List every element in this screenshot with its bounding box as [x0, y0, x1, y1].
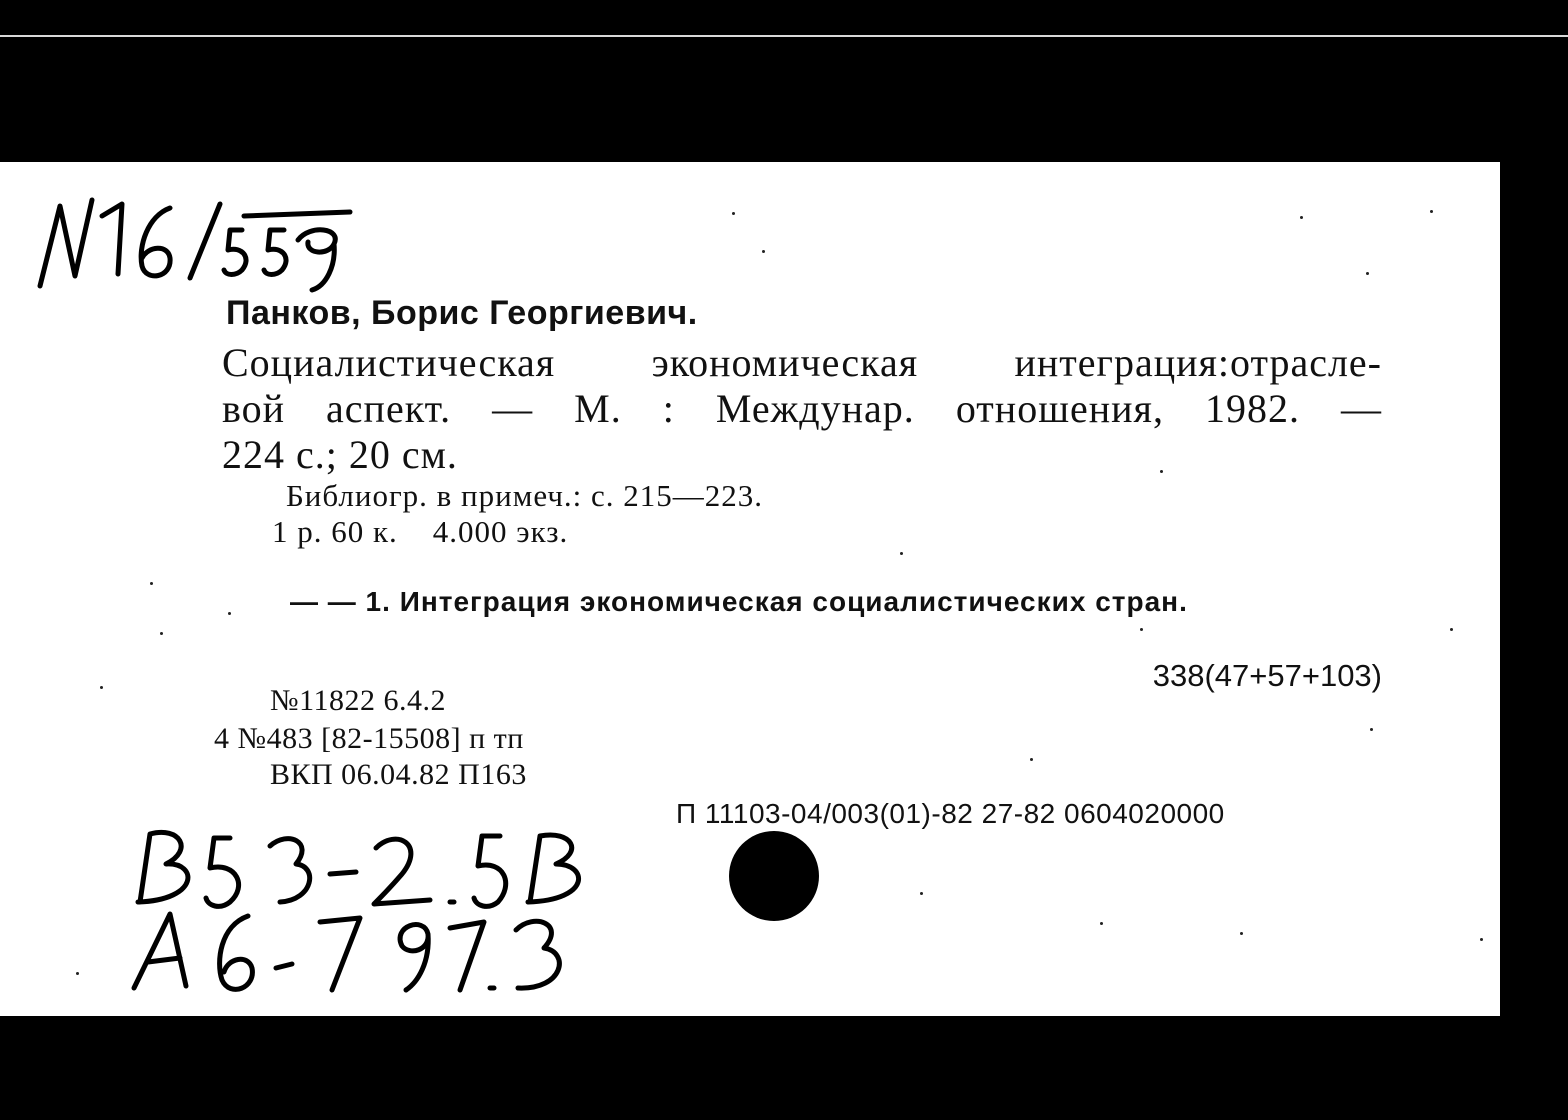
subject-heading: — — 1. Интеграция экономическая социалистических стран. — [290, 586, 1188, 617]
title-word: интеграция:отрасле- — [1014, 340, 1382, 385]
title-block — [222, 340, 1382, 478]
scan-top-border-line — [0, 35, 1568, 37]
scan-speck — [160, 632, 163, 635]
udc-code: 338(47+57+103) — [1152, 658, 1382, 693]
title-word: отношения, — [955, 386, 1164, 431]
index-code: П 11103-04/003(01)-82 27-82 0604020000 — [676, 798, 1225, 829]
scan-speck — [100, 686, 103, 689]
title-line-3: 224 с.; 20 см. — [222, 432, 458, 477]
scan-speck — [762, 250, 765, 253]
title-word: 1982. — [1204, 386, 1300, 431]
punch-hole — [729, 831, 819, 921]
author-name: Панков, Борис Георгиевич. — [226, 294, 698, 332]
order-number: №11822 6.4.2 — [270, 684, 447, 717]
scan-speck — [150, 582, 153, 585]
title-word: — — [1340, 386, 1382, 431]
scan-speck — [1366, 272, 1369, 275]
title-word: Социалистическая — [222, 340, 556, 385]
title-line-1 — [222, 340, 1382, 386]
title-word: Междунар. — [715, 386, 915, 431]
title-word: аспект. — [326, 386, 452, 431]
title-line-2 — [222, 386, 1382, 432]
scan-speck — [1030, 758, 1033, 761]
title-word: — — [492, 386, 534, 431]
scan-edge-mark — [18, 292, 21, 356]
handwritten-inventory-number — [30, 186, 370, 296]
vkp-line: ВКП 06.04.82 П163 — [270, 758, 527, 791]
scan-speck — [1160, 470, 1163, 473]
title-word: М. — [574, 386, 622, 431]
print-number: 4 №483 [82-15508] п тп — [214, 722, 524, 755]
scan-speck — [1100, 922, 1103, 925]
scan-speck — [920, 892, 923, 895]
scan-speck — [76, 972, 79, 975]
scan-speck — [1140, 628, 1143, 631]
scan-speck — [1370, 728, 1373, 731]
scan-speck — [1480, 938, 1483, 941]
scan-speck — [1300, 216, 1303, 219]
bibliography-note: Библиогр. в примеч.: с. 215—223. — [286, 478, 764, 513]
scan-speck — [1240, 932, 1243, 935]
title-word: экономическая — [651, 340, 919, 385]
scan-edge-mark — [6, 438, 10, 474]
scan-speck — [900, 552, 903, 555]
title-word: : — [662, 386, 675, 431]
handwritten-shelf-mark-line2 — [120, 902, 620, 1002]
title-word: вой — [222, 386, 286, 431]
scan-speck — [1430, 210, 1433, 213]
catalog-card — [0, 162, 1500, 1016]
scan-speck — [1450, 628, 1453, 631]
scan-speck — [732, 212, 735, 215]
price-copies: 1 р. 60 к. 4.000 экз. — [272, 514, 569, 549]
scan-speck — [228, 612, 231, 615]
